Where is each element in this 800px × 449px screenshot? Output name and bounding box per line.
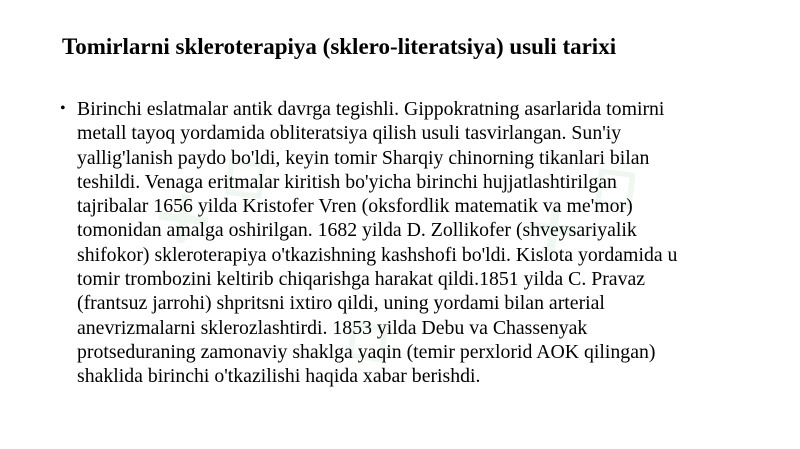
bullet-icon: • bbox=[60, 100, 66, 117]
body-line: Birinchi eslatmalar antik davrga tegishli. Gippokratning asarlarida tomirni bbox=[77, 98, 665, 120]
body-line: yallig'lanish paydo bo'ldi, keyin tomir Sharqiy chinorning tikanlari bilan bbox=[77, 146, 650, 169]
body-line: (frantsuz jarrohi) shpritsni ixtiro qildi, uning yordami bilan arterial bbox=[77, 292, 605, 315]
body-line: teshildi. Venaga eritmalar kiritish bo'yicha birinchi hujjatlashtirilgan bbox=[77, 170, 617, 193]
body-line: tomir trombozini keltirib chiqarishga harakat qildi.1851 yilda C. Pravaz bbox=[77, 268, 646, 291]
watermark: ✕ ◇ bbox=[510, 139, 656, 275]
watermark: ◇ bbox=[322, 292, 408, 382]
watermark: ✕ ◇ bbox=[140, 129, 286, 265]
bullet-item bbox=[60, 97, 784, 389]
slide-title: Tomirlarni skleroterapiya (sklero-literatsiya) usuli tarixi bbox=[62, 34, 617, 59]
body-line: anevrizmalarni sklerozlashtirdi. 1853 yilda Debu va Chassenyak bbox=[77, 316, 588, 339]
body-line: tajribalar 1656 yilda Kristofer Vren (oksfordlik matematik va me'mor) bbox=[77, 195, 633, 218]
body-line: protseduraning zamonaviy shaklga yaqin (temir perxlorid AOK qilingan) bbox=[77, 340, 656, 363]
body-line: shaklida birinchi o'tkazilishi haqida xabar berishdi. bbox=[77, 365, 481, 388]
bullet-list bbox=[60, 97, 784, 389]
body-line: metall tayoq yordamida obliteratsiya qilish usuli tasvirlangan. Sun'iy bbox=[77, 122, 622, 145]
body-line: tomonidan amalga oshirilgan. 1682 yilda D. Zollikofer (shveysariyalik bbox=[77, 219, 637, 242]
body-line: shifokor) skleroterapiya o'tkazishning kashshofi bo'ldi. Kislota yordamida u bbox=[77, 243, 678, 266]
